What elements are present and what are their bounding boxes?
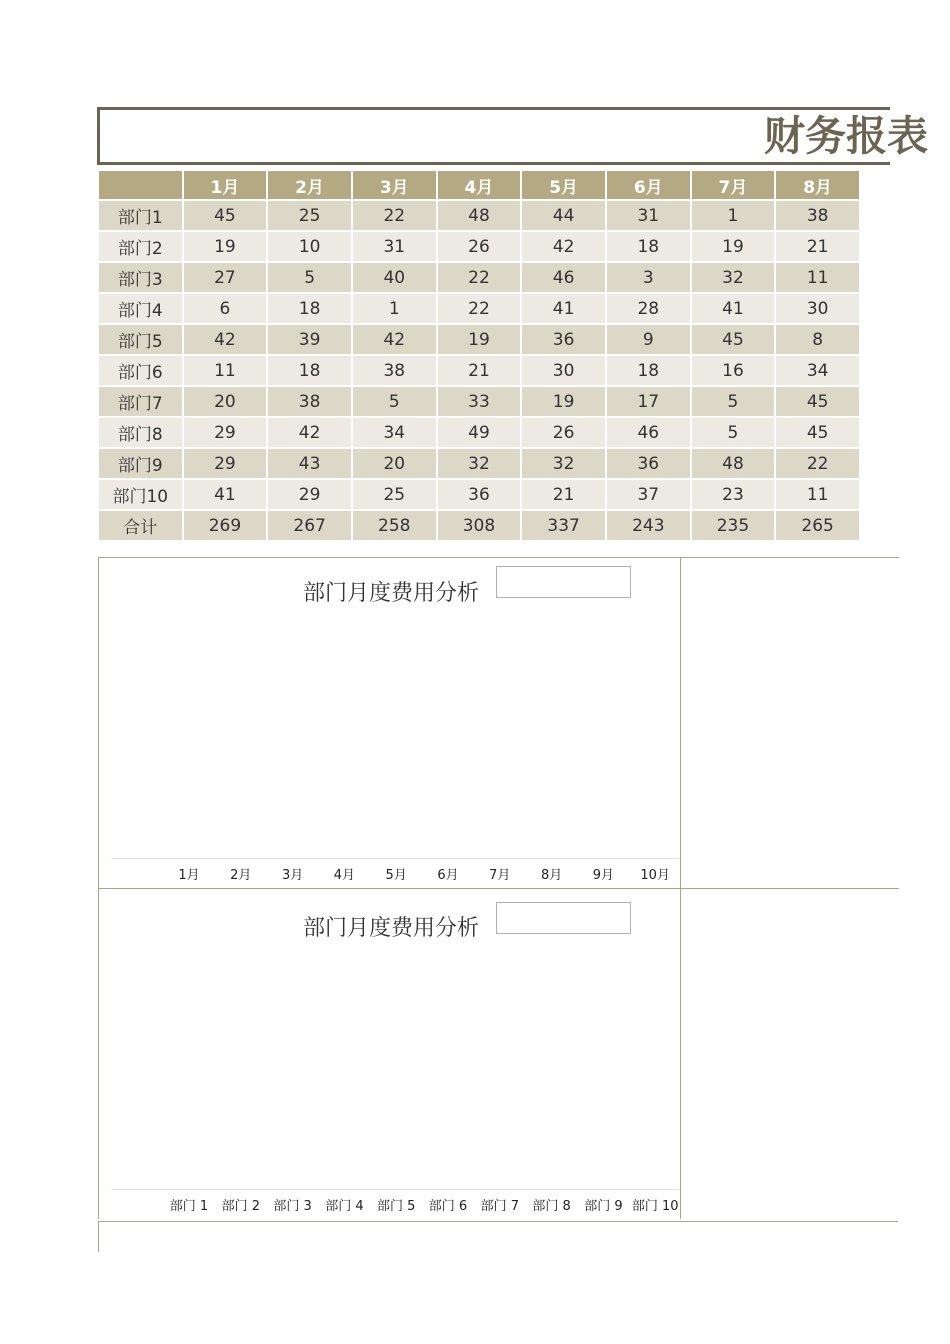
chart-department: [98, 888, 899, 1219]
table-row: [98, 448, 860, 479]
chart-legend: [496, 902, 631, 934]
table-cell[interactable]: 33: [437, 386, 522, 417]
table-cell[interactable]: 37: [606, 479, 691, 510]
row-label[interactable]: 部门3: [98, 262, 183, 293]
table-cell[interactable]: 11: [775, 479, 860, 510]
table-cell[interactable]: 32: [691, 262, 776, 293]
table-cell[interactable]: 18: [606, 355, 691, 386]
table-cell[interactable]: 16: [691, 355, 776, 386]
chart-monthly: [98, 557, 899, 888]
table-row: [98, 355, 860, 386]
table-cell[interactable]: 1: [691, 200, 776, 231]
table-cell[interactable]: 23: [691, 479, 776, 510]
x-tick-label: 9月: [592, 868, 615, 883]
report-title: 财务报表: [764, 112, 928, 160]
table-cell[interactable]: 308: [437, 510, 522, 541]
x-tick-label: 部门 10: [631, 1199, 679, 1214]
table-cell[interactable]: 31: [606, 200, 691, 231]
table-row: [98, 324, 860, 355]
table-cell[interactable]: 17: [606, 386, 691, 417]
table-cell[interactable]: 18: [267, 293, 352, 324]
table-cell[interactable]: 40: [352, 262, 437, 293]
table-cell[interactable]: 21: [521, 479, 606, 510]
divider: [98, 1221, 99, 1252]
table-row: [98, 231, 860, 262]
table-cell[interactable]: 3: [606, 262, 691, 293]
x-tick-label: 10月: [640, 868, 670, 883]
column-header[interactable]: 5月: [521, 170, 606, 200]
table-cell[interactable]: 34: [775, 355, 860, 386]
column-header[interactable]: 3月: [352, 170, 437, 200]
table-row: [98, 510, 860, 541]
row-label[interactable]: 部门10: [98, 479, 183, 510]
table-cell[interactable]: 46: [606, 417, 691, 448]
table-cell[interactable]: 21: [775, 231, 860, 262]
table-cell[interactable]: 42: [352, 324, 437, 355]
table-cell[interactable]: 32: [437, 448, 522, 479]
table-cell[interactable]: 18: [606, 231, 691, 262]
x-tick-label: 7月: [489, 868, 511, 883]
table-cell[interactable]: 5: [352, 386, 437, 417]
column-header[interactable]: 8月: [775, 170, 860, 200]
x-tick-label: 部门 8: [532, 1199, 571, 1214]
corner-cell[interactable]: [98, 170, 183, 200]
row-label[interactable]: 部门2: [98, 231, 183, 262]
table-cell[interactable]: 22: [437, 293, 522, 324]
table-cell[interactable]: 29: [183, 448, 268, 479]
table-cell[interactable]: 20: [352, 448, 437, 479]
table-cell[interactable]: 11: [775, 262, 860, 293]
expense-table: [97, 169, 861, 542]
table-row: [98, 479, 860, 510]
column-header[interactable]: 7月: [691, 170, 776, 200]
table-cell[interactable]: 26: [521, 417, 606, 448]
table-cell[interactable]: 29: [267, 479, 352, 510]
x-tick-label: 1月: [178, 868, 200, 883]
table-cell[interactable]: 5: [691, 386, 776, 417]
table-cell[interactable]: 34: [352, 417, 437, 448]
x-tick-label: 3月: [281, 868, 304, 883]
x-tick-label: 部门 2: [221, 1199, 260, 1214]
table-cell[interactable]: 36: [606, 448, 691, 479]
table-cell[interactable]: 30: [521, 355, 606, 386]
x-tick-label: 4月: [333, 868, 356, 883]
row-label[interactable]: 部门9: [98, 448, 183, 479]
x-tick-label: 8月: [540, 868, 563, 883]
table-cell[interactable]: 267: [267, 510, 352, 541]
table-cell[interactable]: 42: [267, 417, 352, 448]
x-tick-label: 部门 5: [376, 1199, 416, 1214]
table-cell[interactable]: 8: [775, 324, 860, 355]
table-cell[interactable]: 235: [691, 510, 776, 541]
x-axis: [111, 858, 679, 859]
x-tick-label: 部门 7: [480, 1199, 519, 1214]
table-cell[interactable]: 6: [183, 293, 268, 324]
table-cell[interactable]: 19: [691, 231, 776, 262]
row-label[interactable]: 部门8: [98, 417, 183, 448]
chart-title: 部门月度费用分析: [303, 581, 480, 606]
x-tick-label: 部门 3: [273, 1199, 312, 1214]
table-cell[interactable]: 11: [183, 355, 268, 386]
table-cell[interactable]: 42: [521, 231, 606, 262]
table-cell[interactable]: 22: [352, 200, 437, 231]
table-cell[interactable]: 22: [775, 448, 860, 479]
x-tick-label: 部门 9: [584, 1199, 623, 1214]
chart-panel-department[interactable]: [99, 889, 681, 1219]
x-axis: [111, 1189, 679, 1190]
table-cell[interactable]: 29: [183, 417, 268, 448]
table-cell[interactable]: 45: [775, 417, 860, 448]
x-tick-label: 部门 6: [428, 1199, 468, 1214]
table-cell[interactable]: 42: [183, 324, 268, 355]
table-cell[interactable]: 41: [691, 293, 776, 324]
table-cell[interactable]: 22: [437, 262, 522, 293]
column-header[interactable]: 2月: [267, 170, 352, 200]
table-row: [98, 262, 860, 293]
table-cell[interactable]: 32: [521, 448, 606, 479]
table-cell[interactable]: 20: [183, 386, 268, 417]
table-cell[interactable]: 19: [437, 324, 522, 355]
chart-legend: [496, 566, 631, 598]
table-cell[interactable]: 43: [267, 448, 352, 479]
table-cell[interactable]: 45: [691, 324, 776, 355]
table-cell[interactable]: 30: [775, 293, 860, 324]
x-tick-label: 6月: [437, 868, 459, 883]
table-cell[interactable]: 9: [606, 324, 691, 355]
chart-title: 部门月度费用分析: [303, 916, 480, 941]
table-cell[interactable]: 36: [521, 324, 606, 355]
table-row: [98, 417, 860, 448]
row-label[interactable]: 部门6: [98, 355, 183, 386]
table-cell[interactable]: 41: [183, 479, 268, 510]
chart-panel-monthly[interactable]: [99, 558, 681, 888]
table-cell[interactable]: 26: [437, 231, 522, 262]
table-cell[interactable]: 269: [183, 510, 268, 541]
table-row: [98, 386, 860, 417]
table-cell[interactable]: 44: [521, 200, 606, 231]
column-header[interactable]: 4月: [437, 170, 522, 200]
table-cell[interactable]: 46: [521, 262, 606, 293]
table-cell[interactable]: 41: [521, 293, 606, 324]
table-cell[interactable]: 39: [267, 324, 352, 355]
table-cell[interactable]: 19: [183, 231, 268, 262]
x-tick-label: 部门 4: [325, 1199, 364, 1214]
table-cell[interactable]: 258: [352, 510, 437, 541]
table-cell[interactable]: 36: [437, 479, 522, 510]
row-label[interactable]: 部门4: [98, 293, 183, 324]
table-cell[interactable]: 25: [352, 479, 437, 510]
table-cell[interactable]: 27: [183, 262, 268, 293]
row-label[interactable]: 部门5: [98, 324, 183, 355]
x-tick-label: 5月: [385, 868, 407, 883]
row-label[interactable]: 部门7: [98, 386, 183, 417]
table-body: [98, 200, 860, 541]
divider: [98, 1221, 898, 1222]
table-cell[interactable]: 38: [352, 355, 437, 386]
x-tick-label: 部门 1: [169, 1199, 209, 1214]
table-cell[interactable]: 10: [267, 231, 352, 262]
column-header[interactable]: 1月: [183, 170, 268, 200]
table-cell[interactable]: 21: [437, 355, 522, 386]
table-cell[interactable]: 28: [606, 293, 691, 324]
table-cell[interactable]: 48: [437, 200, 522, 231]
table-cell[interactable]: 265: [775, 510, 860, 541]
table-cell[interactable]: 25: [267, 200, 352, 231]
table-row: [98, 200, 860, 231]
table-cell[interactable]: 243: [606, 510, 691, 541]
table-cell[interactable]: 38: [267, 386, 352, 417]
table-row: [98, 293, 860, 324]
table-header-row: [98, 170, 860, 200]
table-cell[interactable]: 48: [691, 448, 776, 479]
column-header[interactable]: 6月: [606, 170, 691, 200]
table-cell[interactable]: 38: [775, 200, 860, 231]
table-cell[interactable]: 5: [267, 262, 352, 293]
row-label[interactable]: 合计: [98, 510, 183, 541]
table-cell[interactable]: 19: [521, 386, 606, 417]
table-cell[interactable]: 31: [352, 231, 437, 262]
table-cell[interactable]: 49: [437, 417, 522, 448]
table-cell[interactable]: 18: [267, 355, 352, 386]
table-cell[interactable]: 45: [775, 386, 860, 417]
table-cell[interactable]: 337: [521, 510, 606, 541]
table-cell[interactable]: 1: [352, 293, 437, 324]
row-label[interactable]: 部门1: [98, 200, 183, 231]
table-cell[interactable]: 45: [183, 200, 268, 231]
table-cell[interactable]: 5: [691, 417, 776, 448]
x-tick-label: 2月: [230, 868, 252, 883]
